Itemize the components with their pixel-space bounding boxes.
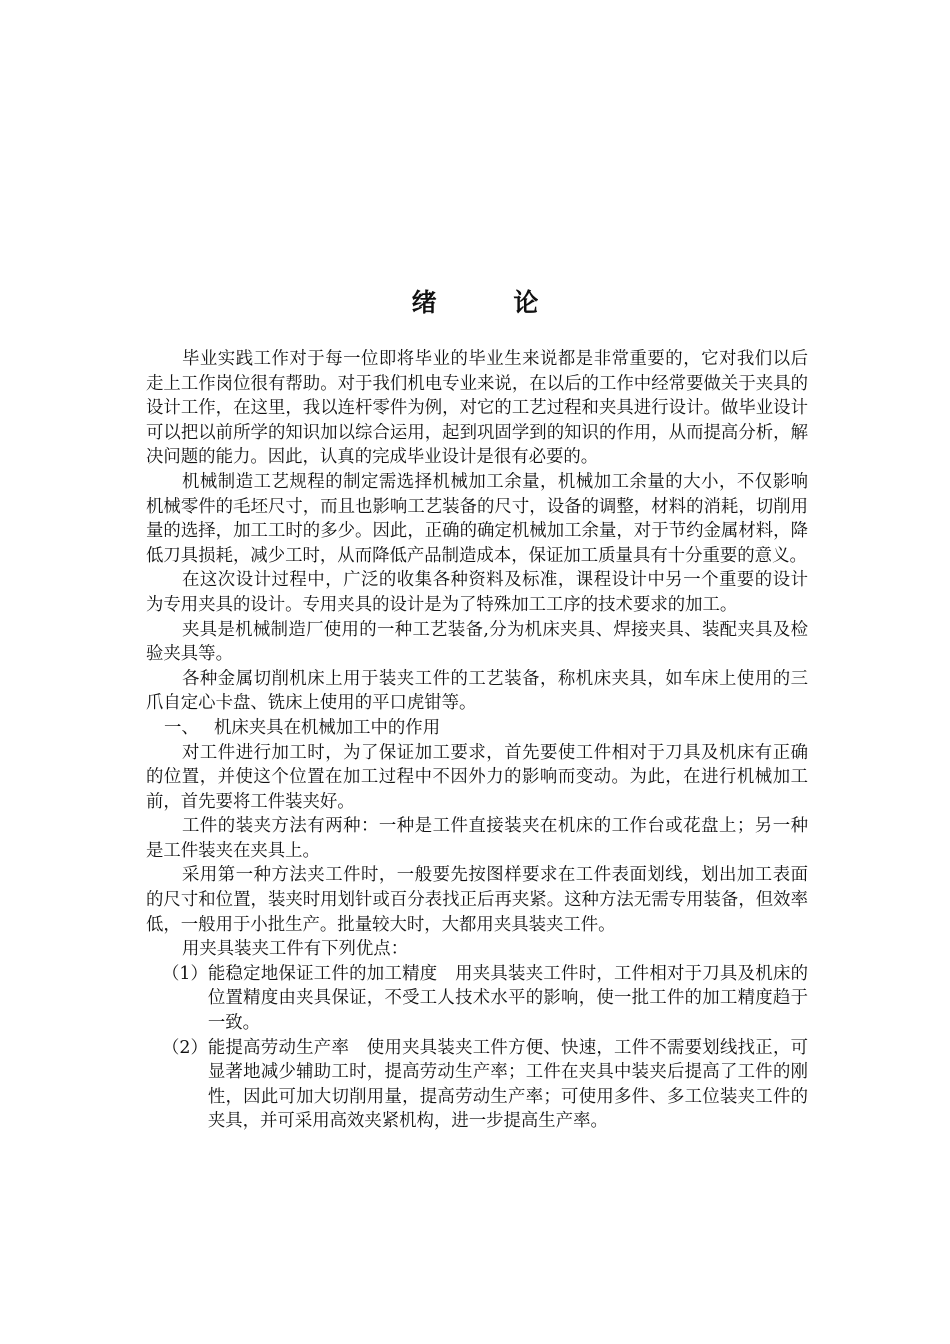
document-body: [146, 347, 808, 1134]
paragraph: 工件的装夹方法有两种：一种是工件直接装夹在机床的工作台或花盘上；另一种是工件装夹在夹具上。: [146, 816, 808, 861]
list-item-number: （1）: [162, 963, 208, 984]
list-item: [146, 1036, 808, 1134]
section-heading: [146, 716, 808, 741]
paragraph: 用夹具装夹工件有下列优点：: [182, 939, 409, 960]
list-item-text: 能提高劳动生产率 使用夹具装夹工件方便、快速，工件不需要划线找正，可显著地减少辅助工时，提高劳动生产率；工件在夹具中装夹后提高了工件的刚性，因此可加大切削用量，提高劳动生产率；可使用多件、多工位装夹工件的夹具，并可采用高效夹紧机构，进一步提高生产率。: [207, 1037, 808, 1132]
list-item: [146, 962, 808, 1036]
paragraph: 各种金属切削机床上用于装夹工件的工艺装备，称机床夹具，如车床上使用的三爪自定心卡盘、铣床上使用的平口虎钳等。: [146, 668, 808, 714]
paragraph: 采用第一种方法夹工件时，一般要先按图样要求在工件表面划线，划出加工表面的尺寸和位置，装夹时用划针或百分表找正后再夹紧。这种方法无需专用装备，但效率低，一般用于小批生产。批量较大时，大都用夹具装夹工件。: [146, 865, 808, 935]
list-item-text: 能稳定地保证工件的加工精度 用夹具装夹工件时，工件相对于刀具及机床的位置精度由夹具保证，不受工人技术水平的影响，使一批工件的加工精度趋于一致。: [207, 963, 808, 1034]
paragraph: 在这次设计过程中，广泛的收集各种资料及标准，课程设计中另一个重要的设计为专用夹具的设计。专用夹具的设计是为了特殊加工工序的技术要求的加工。: [146, 570, 808, 615]
paragraph: 对工件进行加工时，为了保证加工要求，首先要使工件相对于刀具及机床有正确的位置，并使这个位置在加工过程中不因外力的影响而变动。为此，在进行机械加工前，首先要将工件装夹好。: [146, 742, 808, 812]
paragraph: 毕业实践工作对于每一位即将毕业的毕业生来说都是非常重要的，它对我们以后走上工作岗位很有帮助。对于我们机电专业来说，在以后的工作中经常要做关于夹具的设计工作，在这里，我以连杆零件为例，对它的工艺过程和夹具进行设计。做毕业设计可以把以前所学的知识加以综合运用，起到巩固学到的知识的作用，从而提高分析，解决问题的能力。因此，认真的完成毕业设计是很有必要的。: [146, 349, 808, 468]
section-title: 机床夹具在机械加工中的作用: [214, 717, 441, 738]
section-number: 一、: [164, 717, 199, 738]
paragraph: 机械制造工艺规程的制定需选择机械加工余量，机械加工余量的大小，不仅影响机械零件的毛坯尺寸，而且也影响工艺装备的尺寸，设备的调整，材料的消耗，切削用量的选择，加工工时的多少。因此，正确的确定机械加工余量，对于节约金属材料，降低刀具损耗，减少工时，从而降低产品制造成本，保证加工质量具有十分重要的意义。: [146, 471, 808, 566]
paragraph: 夹具是机械制造厂使用的一种工艺装备,分为机床夹具、焊接夹具、装配夹具及检验夹具等。: [146, 619, 808, 665]
list-item-number: （2）: [162, 1037, 208, 1058]
page-title: 绪 论: [411, 288, 573, 317]
